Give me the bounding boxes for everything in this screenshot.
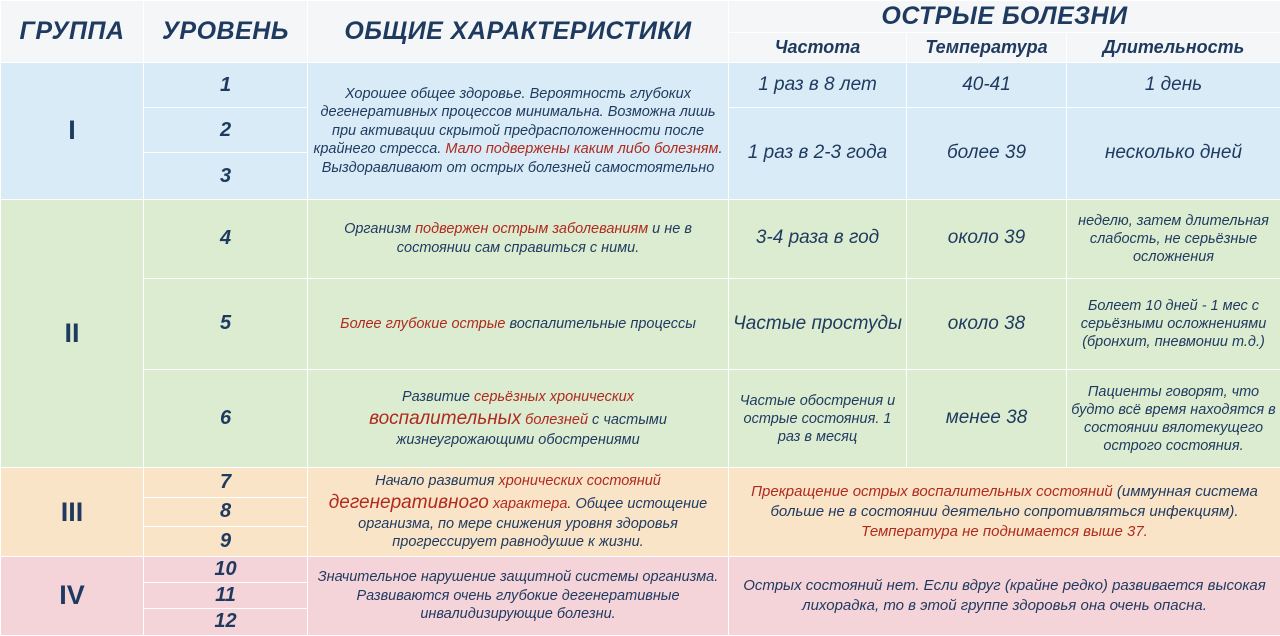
general-characteristics — [308, 468, 729, 556]
general-characteristics — [308, 370, 729, 468]
desc-text: Развитие — [401, 389, 475, 406]
temperature-cell: 40-41 — [907, 63, 1067, 108]
header-group: ГРУППА — [1, 1, 144, 63]
header-acute-diseases: ОСТРЫЕ БОЛЕЗНИ — [729, 1, 1280, 33]
level-cell: 8 — [144, 497, 308, 526]
desc-highlight: подвержен острым заболеваниям — [415, 221, 649, 238]
desc-highlight: хронических состояний — [498, 473, 661, 490]
desc-highlight: характера — [488, 495, 568, 512]
group-label: III — [1, 468, 144, 556]
duration-cell: Пациенты говорят, что будто всё время находятся в состоянии вялотекущего острого состояния. — [1067, 370, 1280, 468]
desc-text: . Общее истощение организма, по мере снижения уровня здоровья прогрессирует равнодушие к жизни. — [358, 495, 708, 551]
desc-highlight: Более глубокие острые — [340, 315, 506, 332]
group-label: IV — [1, 556, 144, 635]
desc-highlight-large: воспалительных — [369, 407, 522, 429]
level-cell: 3 — [144, 153, 308, 199]
desc-text: Организм — [344, 221, 416, 238]
level-cell: 2 — [144, 108, 308, 153]
duration-cell: Болеет 10 дней - 1 мес с серьёзными осложнениями (бронхит, пневмонии т.д.) — [1067, 278, 1280, 369]
frequency-cell: Частые обострения и острые состояния. 1 раз в месяц — [729, 370, 907, 468]
desc-highlight: серьёзных хронических — [474, 389, 634, 406]
level-cell: 11 — [144, 582, 308, 608]
level-cell: 1 — [144, 63, 308, 108]
level-cell: 9 — [144, 526, 308, 556]
general-characteristics — [308, 278, 729, 369]
duration-cell: неделю, затем длительная слабость, не серьёзные осложнения — [1067, 199, 1280, 278]
temperature-cell: менее 38 — [907, 370, 1067, 468]
acute-diseases-summary — [729, 468, 1280, 556]
acute-text: (иммунная система больше не в состоянии деятельно сопротивляться инфекциям). — [770, 482, 1258, 520]
header-temperature: Температура — [907, 33, 1067, 63]
desc-text: с частыми жизнеугрожающими обострениями — [396, 411, 667, 448]
frequency-cell: 1 раз в 8 лет — [729, 63, 907, 108]
desc-highlight: болезней — [521, 411, 589, 428]
level-cell: 4 — [144, 199, 308, 278]
desc-highlight-large: дегенеративного — [328, 491, 489, 513]
header-general-characteristics: ОБЩИЕ ХАРАКТЕРИСТИКИ — [308, 1, 729, 63]
desc-text: . Выздоравливают от острых болезней самостоятельно — [321, 141, 723, 176]
desc-text: Хорошее общее здоровье. Вероятность глубоких дегенеративных процессов минимальна. Возможна лишь при активации скрытой предрасположенности после крайнего стресса. — [313, 85, 716, 158]
frequency-cell: 3-4 раза в год — [729, 199, 907, 278]
level-cell: 12 — [144, 608, 308, 635]
temperature-cell: около 38 — [907, 278, 1067, 369]
desc-text: Начало развития — [375, 473, 499, 490]
header-duration: Длительность — [1067, 33, 1280, 63]
temperature-cell: около 39 — [907, 199, 1067, 278]
desc-text: воспалительные процессы — [505, 315, 696, 332]
level-cell: 6 — [144, 370, 308, 468]
general-characteristics — [308, 199, 729, 278]
acute-diseases-summary: Острых состояний нет. Если вдруг (крайне редко) развивается высокая лихорадка, то в этой группе здоровья она очень опасна. — [729, 556, 1280, 635]
group-label: I — [1, 63, 144, 199]
level-cell: 10 — [144, 556, 308, 582]
duration-cell: несколько дней — [1067, 108, 1280, 199]
desc-highlight: Мало подвержены каким либо болезням — [445, 141, 719, 158]
general-characteristics: Значительное нарушение защитной системы организма. Развиваются очень глубокие дегенеративные инвалидизирующие болезни. — [308, 556, 729, 635]
general-characteristics — [308, 63, 729, 199]
desc-text: и не в состоянии сам справиться с ними. — [396, 221, 692, 256]
group-label: II — [1, 199, 144, 468]
frequency-cell: Частые простуды — [729, 278, 907, 369]
header-level: УРОВЕНЬ — [144, 1, 308, 63]
duration-cell: 1 день — [1067, 63, 1280, 108]
acute-highlight: Прекращение острых воспалительных состояний — [751, 482, 1113, 500]
level-cell: 5 — [144, 278, 308, 369]
temperature-cell: более 39 — [907, 108, 1067, 199]
header-frequency: Частота — [729, 33, 907, 63]
frequency-cell: 1 раз в 2-3 года — [729, 108, 907, 199]
level-cell: 7 — [144, 468, 308, 497]
acute-highlight: Температура не поднимается выше 37. — [861, 523, 1148, 541]
